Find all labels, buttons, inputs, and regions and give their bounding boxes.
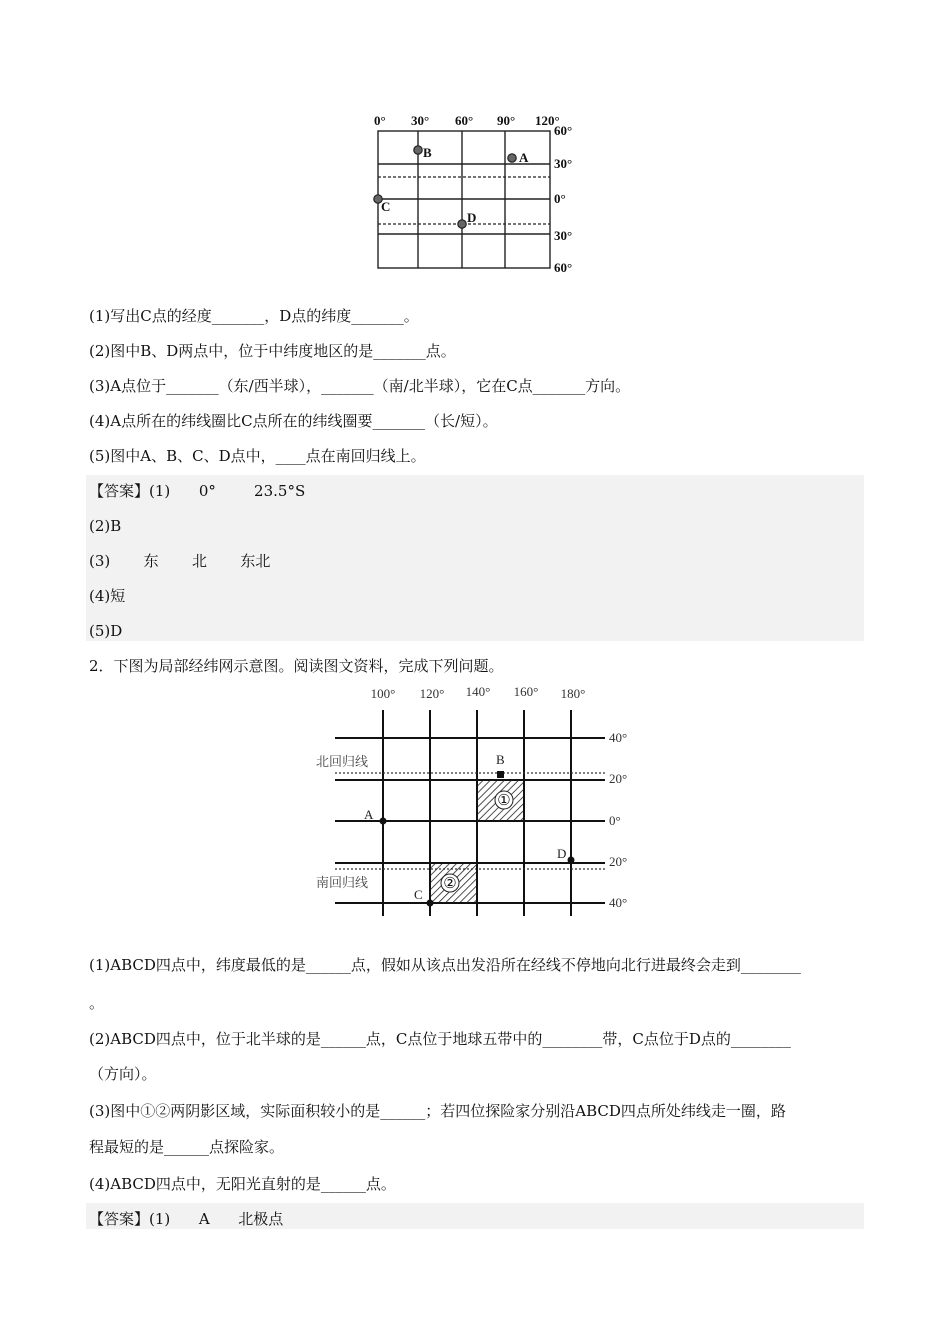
lon-label-140: 140° [465, 684, 491, 699]
lat-label-60s: 60° [554, 260, 573, 275]
lat-label-0: 0° [554, 191, 566, 206]
point-b-marker [497, 771, 504, 778]
q1-answer-1: 【答案】(1) 0° 23.5°S [89, 482, 306, 500]
region-label-1: ① [497, 793, 511, 809]
point-b-marker [414, 146, 422, 154]
lon-label-90: 90° [497, 113, 516, 128]
point-b-label: B [496, 752, 505, 767]
lon-label-180: 180° [560, 686, 586, 701]
lon-label-0: 0° [374, 113, 386, 128]
q1-answer-4: (4)短 [89, 587, 126, 605]
lat-label-30n: 30° [554, 156, 573, 171]
point-b-label: B [423, 145, 432, 160]
point-a-label: A [519, 150, 529, 165]
point-d-label: D [557, 846, 567, 861]
point-d-marker [568, 857, 575, 864]
q1-sub1: (1)写出C点的经度_______，D点的纬度_______。 [89, 307, 419, 325]
q1-answer-2: (2)B [89, 517, 122, 535]
q1-answer-3: (3) 东 北 东北 [89, 552, 271, 570]
q2-intro: 2．下图为局部经纬网示意图。阅读图文资料，完成下列问题。 [89, 657, 504, 675]
lat-label-20n: 20° [609, 771, 628, 786]
q2-sub3-line1: (3)图中①②两阴影区域，实际面积较小的是______；若四位探险家分别沿ABCD四点所处纬线走一圈，路 [89, 1102, 786, 1120]
q2-sub3-line2: 程最短的是______点探险家。 [89, 1138, 285, 1156]
lon-label-160: 160° [513, 684, 539, 699]
lat-label-40n: 40° [609, 730, 628, 745]
point-a-marker [380, 818, 387, 825]
lat-label-60n: 60° [554, 123, 573, 138]
lat-label-30s: 30° [554, 228, 573, 243]
q2-sub2-line2: （方向）。 [89, 1065, 157, 1083]
lat-label-40s: 40° [609, 895, 628, 910]
lon-label-120: 120° [535, 113, 560, 128]
point-d-label: D [467, 210, 477, 225]
q2-sub2-line1: (2)ABCD四点中，位于北半球的是______点，C点位于地球五带中的________带，C点位于D点的________ [89, 1030, 791, 1048]
point-c-label: C [381, 199, 391, 214]
point-d-marker [458, 220, 466, 228]
q2-sub1-line2: 。 [89, 994, 105, 1012]
point-c-marker [427, 900, 434, 907]
q1-sub4: (4)A点所在的纬线圈比C点所在的纬线圈要_______（长/短）。 [89, 412, 498, 430]
lat-label-0: 0° [609, 813, 621, 828]
q1-sub5: (5)图中A、B、C、D点中，____点在南回归线上。 [89, 447, 426, 465]
region-label-2: ② [443, 876, 457, 892]
q1-sub3: (3)A点位于_______（东/西半球），_______（南/北半球），它在C点_______方向。 [89, 377, 631, 395]
graticule-figure-1 [368, 110, 588, 280]
q2-sub4: (4)ABCD四点中，无阳光直射的是______点。 [89, 1175, 396, 1193]
lon-label-120: 120° [419, 686, 445, 701]
lon-label-30: 30° [411, 113, 430, 128]
tropic-of-capricorn-label: 南回归线 [316, 875, 369, 890]
tropic-of-cancer-label: 北回归线 [316, 754, 369, 769]
lon-label-60: 60° [455, 113, 474, 128]
q2-answer-1: 【答案】(1) A 北极点 [89, 1210, 284, 1228]
lat-label-20s: 20° [609, 854, 628, 869]
q1-sub2: (2)图中B、D两点中，位于中纬度地区的是_______点。 [89, 342, 456, 360]
q1-answer-5: (5)D [89, 622, 123, 640]
point-a-label: A [364, 807, 374, 822]
q2-sub1-line1: (1)ABCD四点中，纬度最低的是______点，假如从该点出发沿所在经线不停地向北行进最终会走到________ [89, 956, 801, 974]
graticule-figure-2 [300, 680, 650, 920]
point-c-label: C [414, 887, 423, 902]
point-a-marker [508, 154, 516, 162]
lon-label-100: 100° [370, 686, 396, 701]
